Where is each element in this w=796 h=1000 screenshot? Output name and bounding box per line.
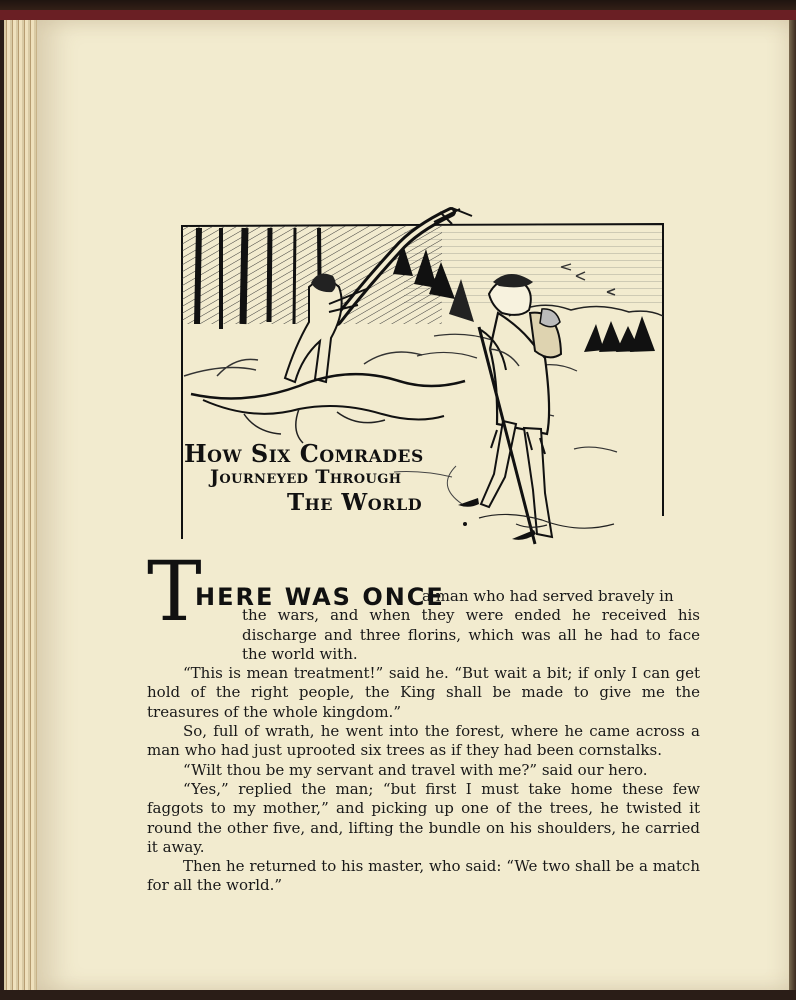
- book-bottom-edge: [0, 990, 796, 1000]
- story-paragraph-3: So, full of wrath, he went into the forest, where he came across a man who had just uprooted six trees as if they had been cornstalks.: [147, 722, 700, 760]
- opening-phrase: HERE WAS ONCE: [195, 583, 445, 611]
- first-line-text: a man who had served bravely in: [422, 587, 674, 605]
- red-cover-edge: [0, 10, 796, 20]
- story-paragraph-5: “Yes,” replied the man; “but first I must take home these few faggots to my mother,” and picking up one of the trees, he twisted it round the other five, and, lifting the bundle on his shoulders, he carried it away.: [147, 779, 700, 856]
- story-text: [147, 587, 700, 896]
- story-paragraph-6: Then he returned to his master, who said: “We two shall be a match for all the world.”: [147, 857, 700, 895]
- page-right-edge: [789, 20, 796, 992]
- traveler-figure: [458, 274, 561, 544]
- decorative-drop-cap: T: [147, 545, 202, 640]
- story-paragraph-1: the wars, and when they were ended he received his discharge and three florins, which was all he had to face the world with.: [242, 606, 700, 663]
- book-page: [36, 20, 791, 992]
- title-line-3: The World: [287, 489, 423, 516]
- title-line-1: How Six Comrades: [184, 439, 424, 468]
- story-paragraph-4: “Wilt thou be my servant and travel with me?” said our hero.: [183, 760, 648, 779]
- title-line-2: Journeyed Through: [210, 466, 402, 488]
- story-title: [184, 439, 424, 516]
- story-paragraph-2: “This is mean treatment!” said he. “But wait a bit; if only I can get hold of the right people, the King shall be made to give me the treasures of the whole kingdom.”: [147, 664, 700, 721]
